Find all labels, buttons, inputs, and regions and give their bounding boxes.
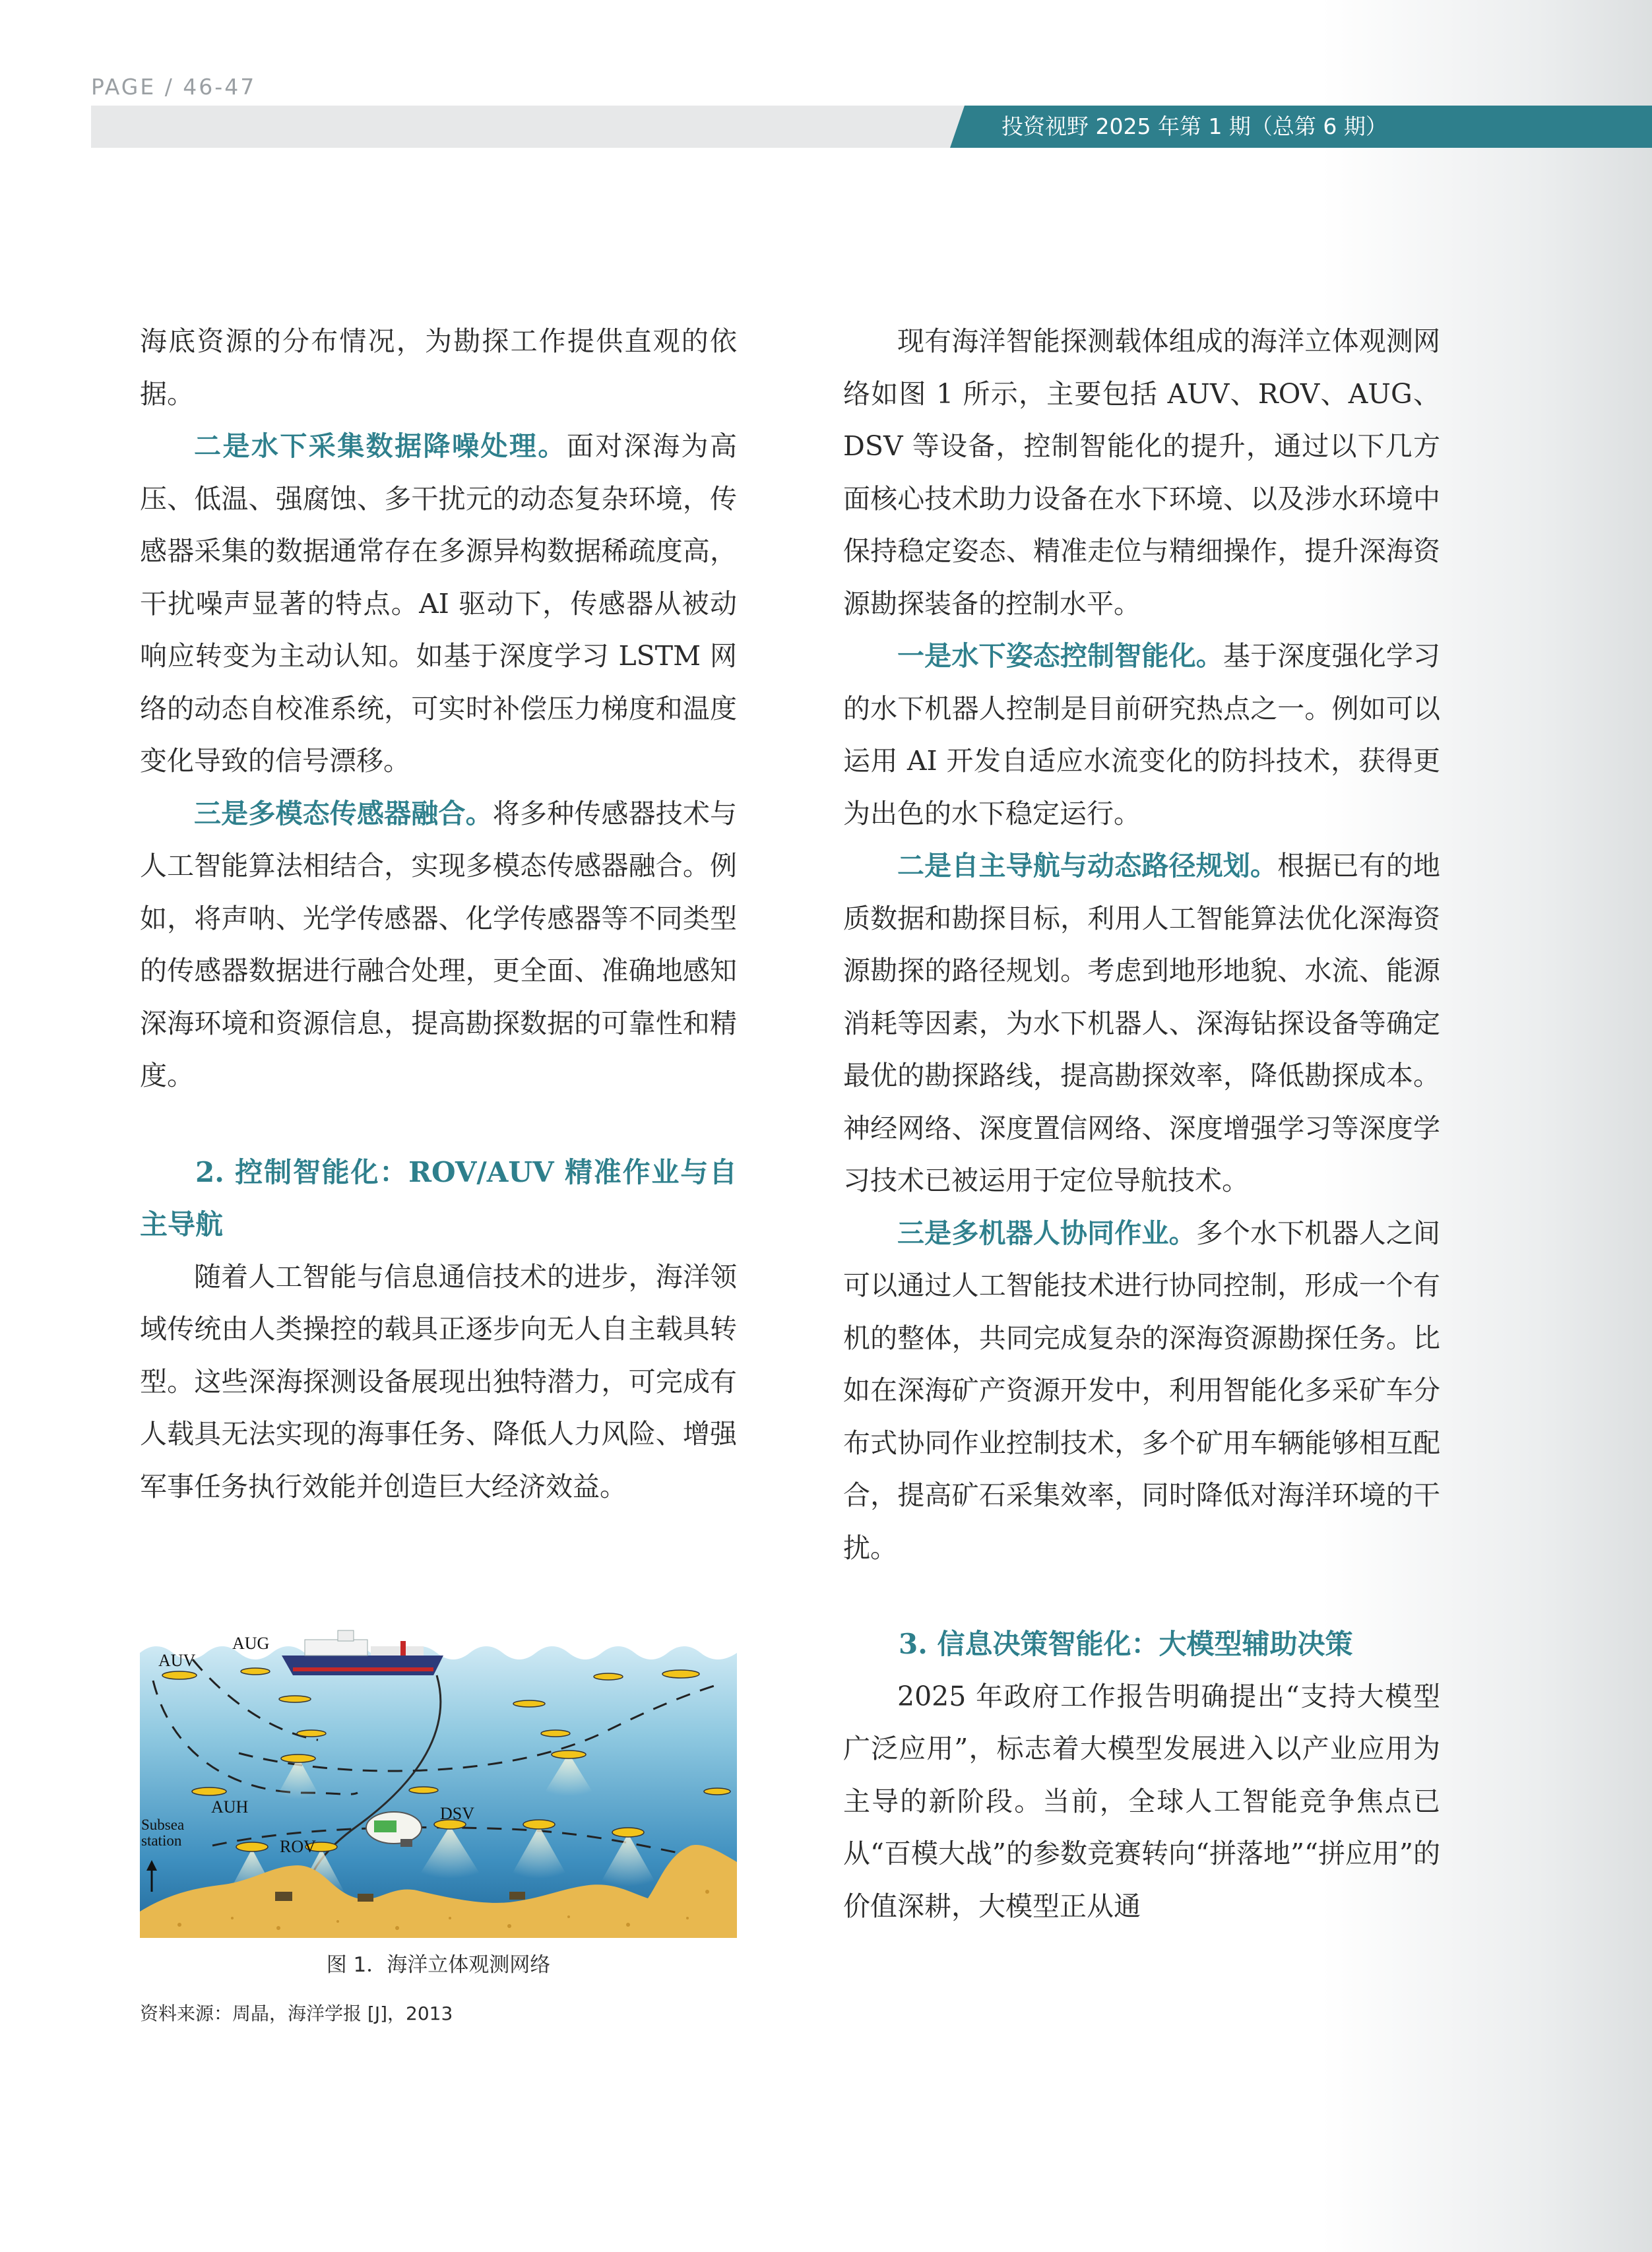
paragraph: 一是水下姿态控制智能化。基于深度强化学习的水下机器人控制是目前研究热点之一。例如可以运用 AI 开发自适应水流变化的防抖技术，获得更为出色的水下稳定运行。 — [843, 640, 1441, 829]
right-column — [843, 315, 1440, 1933]
label-aug: AUG — [232, 1634, 270, 1653]
label-auh: AUH — [211, 1797, 249, 1817]
section-heading: 2. 控制智能化：ROV/AUV 精准作业与自主导航 — [140, 1155, 737, 1240]
paragraph: 三是多模态传感器融合。将多种传感器技术与人工智能算法相结合，实现多模态传感器融合。例如，将声呐、光学传感器、化学传感器等不同类型的传感器数据进行融合处理，更全面、准确地感知深海环境和资源信息，提高勘探数据的可靠性和精度。 — [140, 797, 738, 1091]
paragraph: 二是水下采集数据降噪处理。面对深海为高压、低温、强腐蚀、多干扰元的动态复杂环境，传感器采集的数据通常存在多源异构数据稀疏度高，干扰噪声显著的特点。AI 驱动下，传感器从被动响应转变为主动认知。如基于深度学习 LSTM 网络的动态自校准系统，可实时补偿压力梯度和温度变化导致的信号漂移。 — [140, 430, 738, 777]
label-station: station — [141, 1832, 182, 1849]
issue-title: 投资视野 2025 年第 1 期（总第 6 期） — [1001, 113, 1387, 139]
label-dsv: DSV — [440, 1804, 475, 1823]
label-auv: AUV — [158, 1651, 196, 1670]
paragraph: 随着人工智能与信息通信技术的进步，海洋领域传统由人类操控的载具正逐步向无人自主载具转型。这些深海探测设备展现出独特潜力，可完成有人载具无法实现的海事任务、降低人力风险、增强军事任务执行效能并创造巨大经济效益。 — [140, 1260, 737, 1502]
keyword-lead: 三是多机器人协同作业。 — [897, 1217, 1196, 1249]
keyword-lead: 三是多模态传感器融合。 — [194, 797, 493, 829]
keyword-lead: 二是水下采集数据降噪处理。 — [194, 430, 567, 462]
paragraph: 现有海洋智能探测载体组成的海洋立体观测网络如图 1 所示，主要包括 AUV、ROV、AUG、DSV 等设备，控制智能化的提升，通过以下几方面核心技术助力设备在水下环境、以及涉水环境中保持稳定姿态、精准走位与精细操作，提升深海资源勘探装备的控制水平。 — [843, 325, 1440, 620]
figure-source: 资料来源：周晶，海洋学报 [J]，2013 — [140, 2003, 453, 2024]
label-subsea: Subsea — [141, 1817, 185, 1833]
paragraph: 二是自主导航与动态路径规划。根据已有的地质数据和勘探目标，利用人工智能算法优化深海资源勘探的路径规划。考虑到地形地貌、水流、能源消耗等因素，为水下机器人、深海钻探设备等确定最优的勘探路线，提高勘探效率，降低勘探成本。神经网络、深度置信网络、深度增强学习等深度学习技术已被运用于定位导航技术。 — [843, 850, 1441, 1196]
ocean-network-figure — [140, 1628, 737, 1938]
left-column — [140, 315, 737, 1513]
page-number-label: PAGE / 46-47 — [91, 74, 257, 100]
ocean-observation-diagram — [140, 1628, 737, 1938]
paragraph: 2025 年政府工作报告明确提出“支持大模型广泛应用”，标志着大模型发展进入以产业应用为主导的新阶段。当前，全球人工智能竞争焦点已从“百模大战”的参数竞赛转向“拼落地”“拼应用”的价值深耕，大模型正从通 — [843, 1680, 1440, 1922]
label-rov: ROV — [280, 1837, 316, 1856]
keyword-lead: 一是水下姿态控制智能化。 — [897, 640, 1223, 672]
paragraph: 三是多机器人协同作业。多个水下机器人之间可以通过人工智能技术进行协同控制，形成一个有机的整体，共同完成复杂的深海资源勘探任务。比如在深海矿产资源开发中，利用智能化多采矿车分布式协同作业控制技术，多个矿用车辆能够相互配合，提高矿石采集效率，同时降低对海洋环境的干扰。 — [843, 1217, 1441, 1564]
section-heading: 3. 信息决策智能化：大模型辅助决策 — [899, 1628, 1353, 1660]
paragraph: 海底资源的分布情况，为勘探工作提供直观的依据。 — [140, 325, 737, 410]
figure-caption: 图 1．海洋立体观测网络 — [326, 1953, 551, 1977]
keyword-lead: 二是自主导航与动态路径规划。 — [897, 850, 1278, 882]
